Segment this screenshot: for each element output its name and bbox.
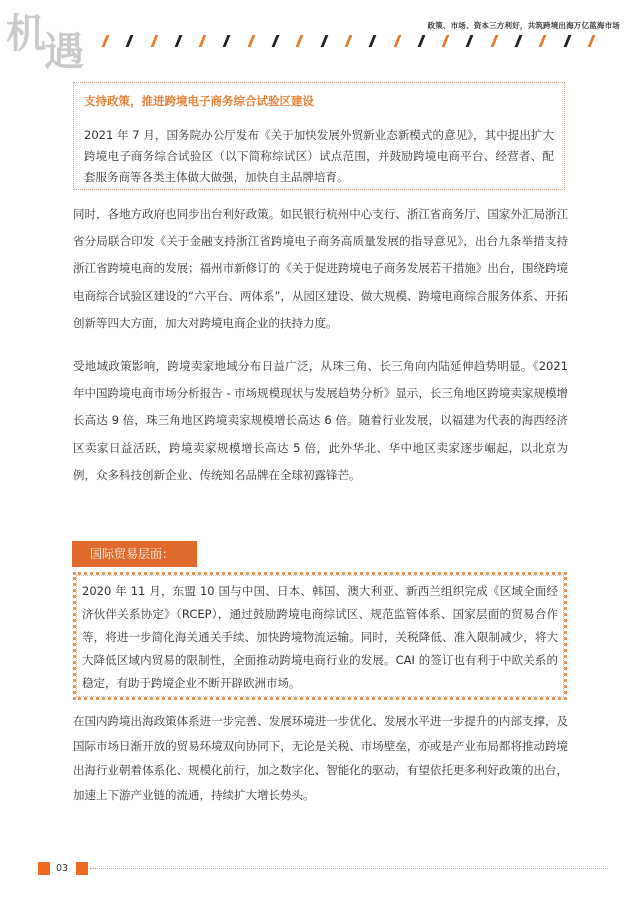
slash-mark-icon [535, 34, 559, 48]
logo-char-2: 遇 [44, 29, 82, 75]
page-footer [38, 862, 608, 876]
slash-mark-icon [438, 34, 462, 48]
slash-mark-icon [122, 34, 146, 48]
paragraph-conclusion: 在国内跨境出海政策体系进一步完善、发展环境进一步优化、发展水平进一步提升的内部支撑，及国际市场日渐开放的贸易环境双向协同下，无论是关税、市场壁垒，亦或是产业布局都将推动跨境出海行业朝着体系化、规模化前行，加之数字化、智能化的驱动，有望依托更多利好政策的出台，加速上下游产业链的流通，持续扩大增长势头。 [73, 714, 568, 802]
slash-mark-icon [171, 34, 195, 48]
paragraph-local-policy: 同时，各地方政府也同步出台利好政策。如民银行杭州中心支行、浙江省商务厅、国家外汇局浙江省分局联合印发《关于金融支持浙江省跨境电子商务高质量发展的指导意见》，出台九条举措支持浙江省跨境电商的发展；福州市新修订的《关于促进跨境电子商务发展若干措施》出台，围绕跨境电商综合试验区建设的“六平台、两体系”，从园区建设、做大规模、跨境电商综合服务体系、开拓创新等四大方面，加大对跨境电商企业的扶持力度。 [73, 207, 568, 330]
slash-mark-icon [365, 34, 389, 48]
footer-square-right [76, 862, 88, 875]
slash-mark-icon [98, 34, 122, 48]
decorative-slash-divider [98, 34, 618, 48]
slash-mark-icon [219, 34, 243, 48]
slash-mark-icon [147, 34, 171, 48]
slash-mark-icon [244, 34, 268, 48]
paragraph-regional-distribution: 受地域政策影响，跨境卖家地域分布日益广泛，从珠三角、长三角向内陆延伸趋势明显。《2021 年中国跨境电商市场分析报告 - 市场规模现状与发展趋势分析》显示，长三角地区跨境卖家规模增长高达 9 倍，珠三角地区跨境卖家规模增长高达 6 倍。随着行业发展，以福建为代表的海西经济区卖家日益活跃，跨境卖家规模增长高达 5 倍，此外华北、华中地区卖家逐步崛起，以北京为例，众多科技创新企业、传统知名品牌在全球初露锋芒。 [73, 359, 568, 482]
header-title: 政策、市场、资本三方利好，共筑跨境出海万亿蓝海市场 [427, 21, 620, 30]
slash-mark-icon [390, 34, 414, 48]
section-tag-international-trade: 国际贸易层面： [72, 541, 197, 567]
slash-mark-icon [511, 34, 535, 48]
slash-mark-icon [462, 34, 486, 48]
slash-mark-icon [292, 34, 316, 48]
policy-callout-body: 2021 年 7 月，国务院办公厅发布《关于加快发展外贸新业态新模式的意见》，其中提出扩大跨境电子商务综合试验区（以下简称综试区）试点范围，并鼓励跨境电商平台、经营者、配套服务商等各类主体做大做强，加快自主品牌培育。 [84, 128, 554, 184]
trade-callout-body: 2020 年 11 月，东盟 10 国与中国、日本、韩国、澳大利亚、新西兰组织完成《区域全面经济伙伴关系协定》（RCEP），通过鼓励跨境电商综试区、规范监管体系、国家层面的贸易合作等，将进一步简化海关通关手续、加快跨境物流运输。同时，关税降低、准入限制减少，将大大降低区域内贸易的限制性，全面推动跨境电商行业的发展。CAI 的签订也有利于中欧关系的稳定，有助于跨境企业不断开辟欧洲市场。 [82, 584, 558, 690]
page-number: 03 [56, 863, 69, 874]
policy-callout-box [73, 82, 565, 190]
footer-dotted-rule [90, 868, 608, 869]
slash-mark-icon [584, 34, 608, 48]
slash-mark-icon [268, 34, 292, 48]
slash-mark-icon [195, 34, 219, 48]
policy-callout-title: 支持政策，推进跨境电子商务综合试验区建设 [84, 94, 314, 108]
slash-mark-icon [560, 34, 584, 48]
footer-square-left [38, 862, 50, 875]
slash-mark-icon [487, 34, 511, 48]
trade-callout-box [73, 572, 567, 700]
slash-mark-icon [341, 34, 365, 48]
logo-char-1: 机 [6, 11, 44, 57]
brand-logo [6, 11, 82, 75]
slash-mark-icon [414, 34, 438, 48]
slash-mark-icon [317, 34, 341, 48]
